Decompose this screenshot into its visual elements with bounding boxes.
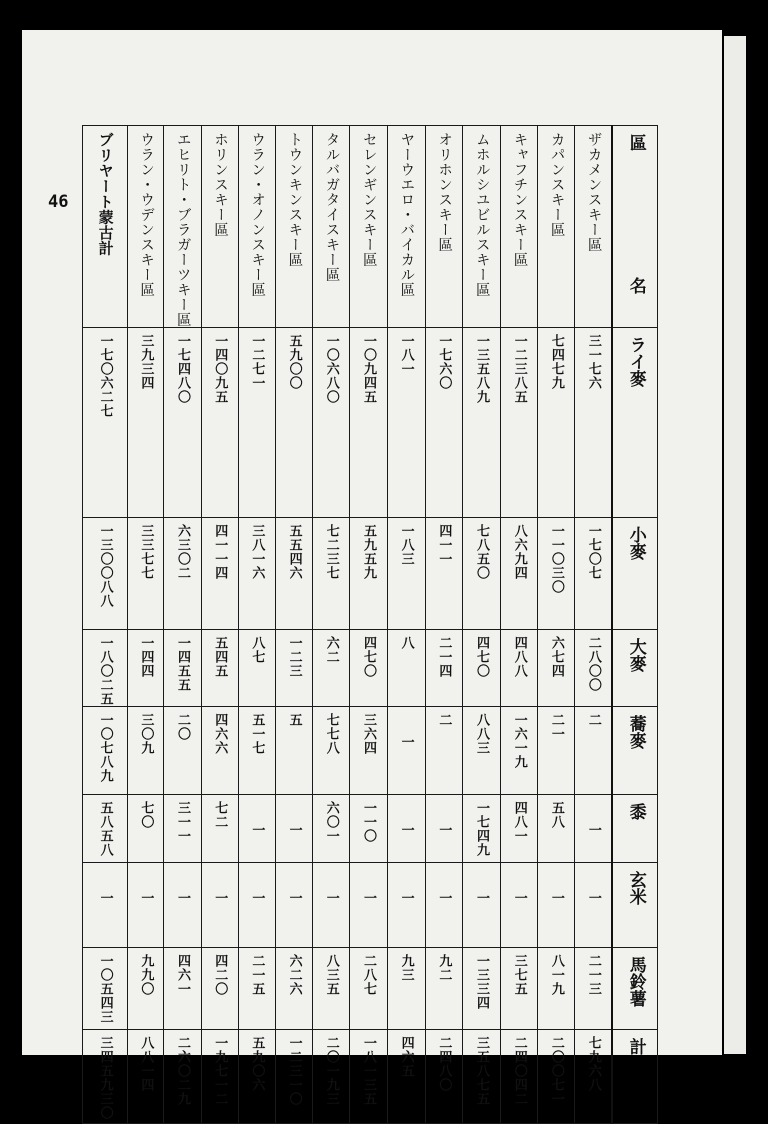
cell-value: 一	[474, 891, 490, 905]
cell-value: 九九〇	[138, 954, 154, 996]
header-crop-text: 黍	[625, 803, 646, 820]
table-cell	[238, 328, 275, 518]
district-name	[164, 126, 201, 328]
table-cell	[83, 518, 128, 630]
table-cell	[575, 1030, 612, 1124]
cell-value: 五五四六	[286, 524, 302, 580]
table-cell	[501, 795, 538, 863]
table-cell	[313, 863, 350, 948]
cell-value: 一二三一〇	[286, 1036, 302, 1106]
table-cell	[462, 630, 500, 707]
cell-value: 三七五	[511, 954, 527, 996]
cell-value: 一六一九	[511, 713, 527, 769]
cell-value: 一	[286, 823, 302, 837]
cell-value: 一七四九	[474, 801, 490, 857]
cell-value: 一八〇二五	[97, 636, 113, 706]
cell-value: 一一〇	[360, 801, 376, 843]
cell-value: 四七〇	[360, 636, 376, 678]
district-name	[128, 126, 164, 328]
district-name-text: セレンギンスキー區	[360, 132, 377, 267]
table-cell	[164, 1030, 201, 1124]
cell-value: 八一九	[548, 954, 564, 996]
cell-value: 四一一	[436, 524, 452, 566]
district-name	[313, 126, 350, 328]
cell-value: 八	[398, 636, 414, 650]
table-cell	[538, 948, 575, 1030]
cell-value: 二四八〇	[436, 1036, 452, 1092]
cell-value: 四六一	[175, 954, 191, 996]
table-cell	[275, 630, 312, 707]
table-cell	[350, 707, 387, 795]
cell-value: 五九五九	[360, 524, 376, 580]
cell-value: 二	[585, 713, 601, 727]
cell-value: 三六四	[360, 713, 376, 755]
cell-value: 一〇九四五	[360, 334, 376, 404]
cell-value: 四六五	[398, 1036, 414, 1078]
table-cell	[201, 948, 238, 1030]
table-cell	[462, 518, 500, 630]
table-cell	[425, 328, 462, 518]
header-crop	[612, 707, 657, 795]
cell-value: 三五八七五	[474, 1036, 490, 1106]
table-cell	[387, 1030, 425, 1124]
table-cell	[462, 863, 500, 948]
cell-value: 七〇	[138, 801, 154, 829]
header-crop-text: 小麥	[625, 526, 646, 560]
cell-value: 一	[360, 891, 376, 905]
cell-value: 三一七六	[585, 334, 601, 390]
cell-value: 八七	[249, 636, 265, 664]
table-cell	[350, 328, 387, 518]
district-name-text: キャフチンスキー區	[511, 132, 528, 267]
cell-value: 二〇	[175, 713, 191, 741]
cell-value: 一	[548, 891, 564, 905]
table-cell	[501, 863, 538, 948]
cell-value: 二一四	[436, 636, 452, 678]
district-name-text: オリホンスキー區	[436, 132, 453, 252]
table-cell	[462, 1030, 500, 1124]
cell-value: 一	[398, 823, 414, 837]
table-cell	[238, 1030, 275, 1124]
cell-value: 一〇七八九	[97, 713, 113, 783]
table-cell	[164, 948, 201, 1030]
cell-value: 九二	[436, 954, 452, 982]
table-cell	[462, 948, 500, 1030]
table-cell	[164, 863, 201, 948]
cell-value: 三八一六	[249, 524, 265, 580]
table-cell	[538, 1030, 575, 1124]
table-cell	[350, 1030, 387, 1124]
table-cell	[538, 328, 575, 518]
cell-value: 五九〇〇	[286, 334, 302, 390]
cell-value: 二一五	[249, 954, 265, 996]
table-cell	[201, 328, 238, 518]
district-name	[462, 126, 500, 328]
table-cell	[350, 630, 387, 707]
cell-value: 一四五五	[175, 636, 191, 692]
table-cell	[275, 1030, 312, 1124]
table-cell	[83, 795, 128, 863]
header-crop-text: 馬鈴薯	[625, 956, 646, 1007]
cell-value: 四八一	[511, 801, 527, 843]
table-cell	[275, 795, 312, 863]
table-cell	[350, 518, 387, 630]
table-cell	[313, 518, 350, 630]
cell-value: 九三	[398, 954, 414, 982]
cell-value: 七七八	[323, 713, 339, 755]
table-cell	[575, 518, 612, 630]
table-cell	[275, 863, 312, 948]
cell-value: 四一一四	[212, 524, 228, 580]
table-cell	[201, 630, 238, 707]
cell-value: 一三三四	[474, 954, 490, 1010]
table-cell	[128, 795, 164, 863]
table-cell	[238, 630, 275, 707]
district-name-text: トウンキンスキー區	[286, 132, 303, 267]
table-cell	[575, 795, 612, 863]
table-cell	[425, 707, 462, 795]
cell-value: 六七四	[548, 636, 564, 678]
cell-value: 四六六	[212, 713, 228, 755]
cell-value: 六三〇二	[175, 524, 191, 580]
table-cell	[387, 630, 425, 707]
table-cell	[425, 630, 462, 707]
table-cell	[575, 707, 612, 795]
cell-value: 二	[436, 713, 452, 727]
table-cell	[501, 707, 538, 795]
table-cell	[128, 328, 164, 518]
district-name-text: ヤーウエロ・バイカル區	[398, 132, 415, 297]
table-cell	[201, 863, 238, 948]
cell-value: 一八一三五	[360, 1036, 376, 1106]
cell-value: 二六〇二九	[175, 1036, 191, 1106]
table-cell	[425, 518, 462, 630]
district-name	[238, 126, 275, 328]
table-cell	[83, 707, 128, 795]
cell-value: 八三五	[323, 954, 339, 996]
table-cell	[83, 863, 128, 948]
total-row-name	[83, 126, 128, 328]
cell-value: 三四五九三〇	[97, 1036, 113, 1120]
cell-value: 一	[286, 891, 302, 905]
district-name	[538, 126, 575, 328]
cell-value: 一	[249, 823, 265, 837]
cell-value: 一四四	[138, 636, 154, 678]
table-cell	[164, 795, 201, 863]
cell-value: 三九三四	[138, 334, 154, 390]
district-name	[350, 126, 387, 328]
table-cell	[164, 630, 201, 707]
cell-value: 二八七	[360, 954, 376, 996]
header-crop	[612, 795, 657, 863]
district-name-text: ウラン・オノンスキー區	[249, 132, 266, 297]
cell-value: 四七〇	[474, 636, 490, 678]
district-name-text: ウラン・ウデンスキー區	[138, 132, 155, 297]
cell-value: 一〇六八〇	[323, 334, 339, 404]
table-cell	[201, 795, 238, 863]
cell-value: 七二	[212, 801, 228, 829]
cell-value: 四二〇	[212, 954, 228, 996]
district-name-text: ムホルシユビルスキー區	[473, 132, 490, 297]
cell-value: 五	[286, 713, 302, 727]
cell-value: 一	[511, 891, 527, 905]
table-cell	[462, 795, 500, 863]
table-cell	[387, 707, 425, 795]
table-cell	[238, 707, 275, 795]
cell-value: 五八	[548, 801, 564, 829]
cell-value: 一	[138, 891, 154, 905]
table-cell	[313, 1030, 350, 1124]
district-name-text: カパンスキー區	[548, 132, 565, 237]
cell-value: 五四五	[212, 636, 228, 678]
cell-value: 六〇一	[323, 801, 339, 843]
district-name	[501, 126, 538, 328]
cell-value: 一	[323, 891, 339, 905]
table-cell	[128, 518, 164, 630]
cell-value: 三〇九	[138, 713, 154, 755]
table-cell	[83, 328, 128, 518]
district-name-text: ホリンスキー區	[211, 132, 228, 237]
header-crop	[612, 863, 657, 948]
table-cell	[350, 795, 387, 863]
table-cell	[538, 863, 575, 948]
cell-value: 一二七一	[249, 334, 265, 390]
cell-value: 一	[436, 891, 452, 905]
header-district-top: 區	[625, 134, 646, 151]
cell-value: 一七〇六二七	[97, 334, 113, 418]
cell-value: 一二三八五	[511, 334, 527, 404]
table-cell	[387, 795, 425, 863]
cell-value: 四八八	[511, 636, 527, 678]
table-cell	[575, 630, 612, 707]
header-crop-text: ライ麥	[625, 336, 646, 387]
table-cell	[387, 518, 425, 630]
cell-value: 七二三七	[323, 524, 339, 580]
table-cell	[83, 948, 128, 1030]
table-cell	[275, 518, 312, 630]
table-cell	[238, 863, 275, 948]
district-name-text: タルバガタイスキー區	[323, 132, 340, 282]
cell-value: 八八三	[474, 713, 490, 755]
header-district-bottom: 名	[625, 277, 646, 294]
table-cell	[501, 1030, 538, 1124]
cell-value: 一二三	[286, 636, 302, 678]
cell-value: 一一〇三〇	[548, 524, 564, 594]
table-cell	[128, 863, 164, 948]
district-name	[575, 126, 612, 328]
cell-value: 一八一	[398, 334, 414, 376]
crop-table	[82, 125, 658, 1124]
page-edge-strip	[724, 36, 746, 1054]
table-cell	[83, 630, 128, 707]
header-crop-text: 大麥	[625, 638, 646, 672]
table-cell	[313, 707, 350, 795]
header-crop-text: 計	[625, 1038, 646, 1055]
cell-value: 七八五〇	[474, 524, 490, 580]
header-crop	[612, 948, 657, 1030]
table-cell	[128, 707, 164, 795]
page-number: 46	[48, 192, 69, 212]
table-cell	[201, 707, 238, 795]
cell-value: 五一七	[249, 713, 265, 755]
cell-value: 一	[249, 891, 265, 905]
table-cell	[425, 863, 462, 948]
header-district	[612, 126, 657, 328]
cell-value: 二〇一九三	[323, 1036, 339, 1106]
table-cell	[350, 863, 387, 948]
table-cell	[238, 948, 275, 1030]
table-cell	[201, 518, 238, 630]
district-name	[387, 126, 425, 328]
cell-value: 五九〇六	[249, 1036, 265, 1092]
table-cell	[538, 795, 575, 863]
table-cell	[313, 948, 350, 1030]
cell-value: 二一	[548, 713, 564, 741]
table-cell	[462, 328, 500, 518]
district-name	[425, 126, 462, 328]
table-cell	[538, 518, 575, 630]
district-name	[201, 126, 238, 328]
cell-value: 一七〇七	[585, 524, 601, 580]
table-cell	[275, 328, 312, 518]
cell-value: 三三七七	[138, 524, 154, 580]
cell-value: 一三〇〇八八	[97, 524, 113, 608]
table-cell	[387, 328, 425, 518]
cell-value: 一	[436, 823, 452, 837]
cell-value: 一	[585, 823, 601, 837]
cell-value: 七九六八	[585, 1036, 601, 1092]
district-name-text: ブリヤート蒙古計	[96, 132, 115, 256]
cell-value: 一七四八〇	[175, 334, 191, 404]
table-cell	[575, 328, 612, 518]
table-cell	[538, 630, 575, 707]
district-name-text: ザカメンスキー區	[585, 132, 602, 252]
cell-value: 一	[585, 891, 601, 905]
cell-value: 一〇五四三	[97, 954, 113, 1024]
table-cell	[238, 795, 275, 863]
table-cell	[387, 863, 425, 948]
district-name	[275, 126, 312, 328]
cell-value: 一	[398, 735, 414, 749]
cell-value: 一九七一二	[212, 1036, 228, 1106]
table-cell	[575, 948, 612, 1030]
table-cell	[501, 948, 538, 1030]
cell-value: 六二六	[286, 954, 302, 996]
cell-value: 一	[175, 891, 191, 905]
cell-value: 二四〇四二	[511, 1036, 527, 1106]
table-cell	[164, 518, 201, 630]
table-cell	[83, 1030, 128, 1124]
table-cell	[275, 707, 312, 795]
table-cell	[164, 707, 201, 795]
table-cell	[238, 518, 275, 630]
cell-value: 六二	[323, 636, 339, 664]
cell-value: 一三五八九	[474, 334, 490, 404]
table-cell	[313, 328, 350, 518]
table-cell	[128, 948, 164, 1030]
table-cell	[201, 1030, 238, 1124]
district-name-text: エヒリト・ブラガーツキー區	[174, 132, 191, 327]
table-cell	[462, 707, 500, 795]
cell-value: 五八五八	[97, 801, 113, 857]
cell-value: 一	[212, 891, 228, 905]
cell-value: 一七六〇	[436, 334, 452, 390]
table-cell	[387, 948, 425, 1030]
table-cell	[501, 630, 538, 707]
table-cell	[425, 1030, 462, 1124]
header-crop	[612, 328, 657, 518]
table-cell	[538, 707, 575, 795]
table-cell	[575, 863, 612, 948]
cell-value: 一	[398, 891, 414, 905]
cell-value: 一四〇九五	[212, 334, 228, 404]
cell-value: 七四七九	[548, 334, 564, 390]
table-cell	[128, 1030, 164, 1124]
cell-value: 八八一四	[138, 1036, 154, 1092]
table-cell	[275, 948, 312, 1030]
header-crop	[612, 1030, 657, 1124]
table-cell	[164, 328, 201, 518]
cell-value: 一八三	[398, 524, 414, 566]
table-cell	[425, 948, 462, 1030]
table-cell	[313, 630, 350, 707]
header-crop	[612, 518, 657, 630]
cell-value: 二〇〇七一	[548, 1036, 564, 1106]
header-crop-text: 玄米	[625, 871, 646, 905]
header-crop-text: 蕎麥	[625, 715, 646, 749]
cell-value: 三一一	[175, 801, 191, 843]
cell-value: 二一三	[585, 954, 601, 996]
cell-value: 八六九四	[511, 524, 527, 580]
table-cell	[128, 630, 164, 707]
table-cell	[313, 795, 350, 863]
cell-value: 一	[97, 891, 113, 905]
table-cell	[501, 518, 538, 630]
table-cell	[350, 948, 387, 1030]
table-cell	[501, 328, 538, 518]
table-cell	[425, 795, 462, 863]
header-crop	[612, 630, 657, 707]
cell-value: 二八〇〇	[585, 636, 601, 692]
